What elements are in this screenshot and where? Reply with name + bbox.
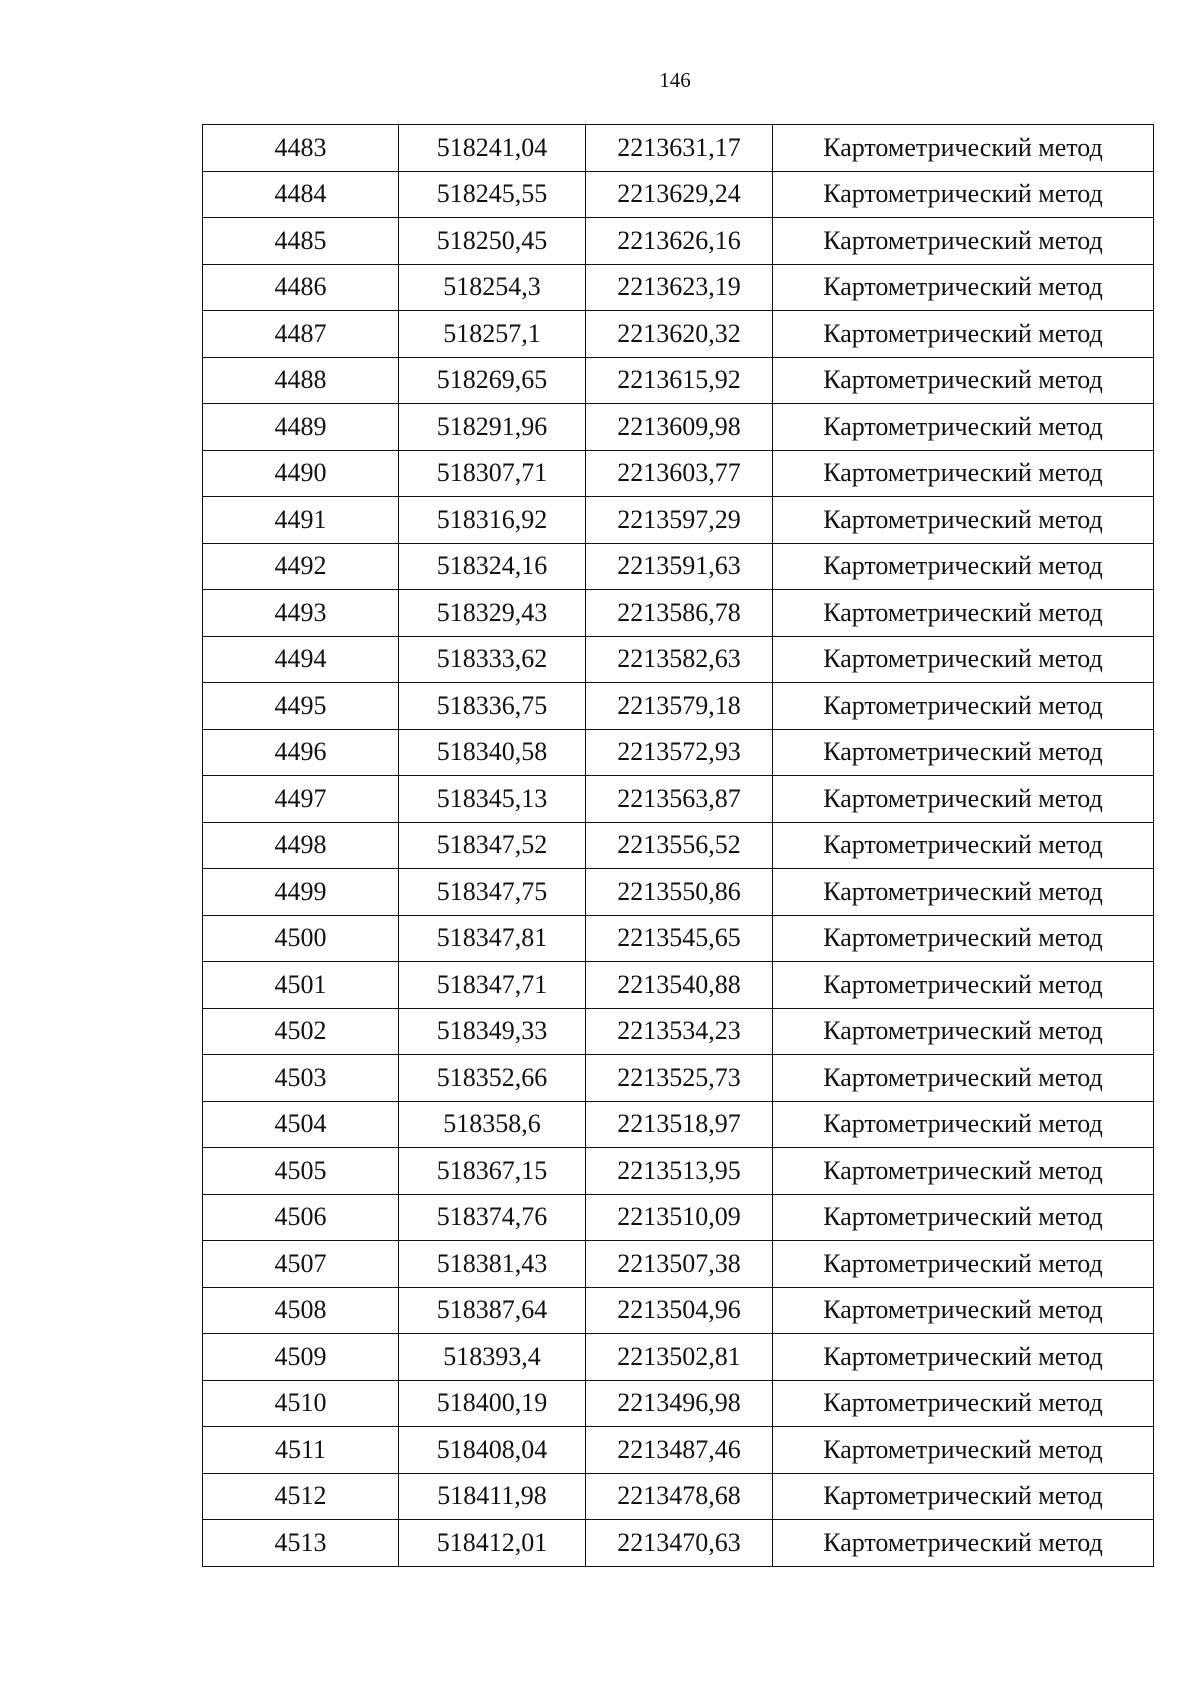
table-row xyxy=(203,218,1154,265)
x-coordinate-cell: 518411,98 xyxy=(399,1473,586,1520)
x-coordinate-cell: 518340,58 xyxy=(399,729,586,776)
point-number-cell: 4485 xyxy=(203,218,399,265)
y-coordinate-cell: 2213591,63 xyxy=(586,543,773,590)
table-row xyxy=(203,1148,1154,1195)
table-row xyxy=(203,357,1154,404)
table-row xyxy=(203,1473,1154,1520)
y-coordinate-cell: 2213502,81 xyxy=(586,1334,773,1381)
point-number-cell: 4486 xyxy=(203,264,399,311)
method-cell: Картометрический метод xyxy=(773,1241,1154,1288)
method-cell: Картометрический метод xyxy=(773,264,1154,311)
method-cell: Картометрический метод xyxy=(773,590,1154,637)
method-cell: Картометрический метод xyxy=(773,915,1154,962)
y-coordinate-cell: 2213586,78 xyxy=(586,590,773,637)
table-row xyxy=(203,125,1154,172)
y-coordinate-cell: 2213518,97 xyxy=(586,1101,773,1148)
y-coordinate-cell: 2213563,87 xyxy=(586,776,773,823)
x-coordinate-cell: 518393,4 xyxy=(399,1334,586,1381)
method-cell: Картометрический метод xyxy=(773,1101,1154,1148)
y-coordinate-cell: 2213631,17 xyxy=(586,125,773,172)
x-coordinate-cell: 518358,6 xyxy=(399,1101,586,1148)
x-coordinate-cell: 518257,1 xyxy=(399,311,586,358)
y-coordinate-cell: 2213540,88 xyxy=(586,962,773,1009)
point-number-cell: 4509 xyxy=(203,1334,399,1381)
y-coordinate-cell: 2213487,46 xyxy=(586,1427,773,1474)
y-coordinate-cell: 2213510,09 xyxy=(586,1194,773,1241)
x-coordinate-cell: 518345,13 xyxy=(399,776,586,823)
method-cell: Картометрический метод xyxy=(773,450,1154,497)
method-cell: Картометрический метод xyxy=(773,822,1154,869)
point-number-cell: 4490 xyxy=(203,450,399,497)
y-coordinate-cell: 2213545,65 xyxy=(586,915,773,962)
point-number-cell: 4513 xyxy=(203,1520,399,1567)
method-cell: Картометрический метод xyxy=(773,497,1154,544)
table-row xyxy=(203,1427,1154,1474)
point-number-cell: 4498 xyxy=(203,822,399,869)
table-row xyxy=(203,1334,1154,1381)
table-row xyxy=(203,776,1154,823)
method-cell: Картометрический метод xyxy=(773,636,1154,683)
x-coordinate-cell: 518324,16 xyxy=(399,543,586,590)
point-number-cell: 4494 xyxy=(203,636,399,683)
y-coordinate-cell: 2213504,96 xyxy=(586,1287,773,1334)
x-coordinate-cell: 518245,55 xyxy=(399,171,586,218)
y-coordinate-cell: 2213507,38 xyxy=(586,1241,773,1288)
x-coordinate-cell: 518412,01 xyxy=(399,1520,586,1567)
x-coordinate-cell: 518347,71 xyxy=(399,962,586,1009)
y-coordinate-cell: 2213629,24 xyxy=(586,171,773,218)
table-row xyxy=(203,171,1154,218)
point-number-cell: 4512 xyxy=(203,1473,399,1520)
method-cell: Картометрический метод xyxy=(773,1427,1154,1474)
point-number-cell: 4489 xyxy=(203,404,399,451)
coordinates-table xyxy=(202,124,1154,1567)
y-coordinate-cell: 2213623,19 xyxy=(586,264,773,311)
table-row xyxy=(203,915,1154,962)
method-cell: Картометрический метод xyxy=(773,776,1154,823)
x-coordinate-cell: 518250,45 xyxy=(399,218,586,265)
method-cell: Картометрический метод xyxy=(773,962,1154,1009)
x-coordinate-cell: 518269,65 xyxy=(399,357,586,404)
table-row xyxy=(203,1241,1154,1288)
x-coordinate-cell: 518291,96 xyxy=(399,404,586,451)
x-coordinate-cell: 518367,15 xyxy=(399,1148,586,1195)
point-number-cell: 4505 xyxy=(203,1148,399,1195)
y-coordinate-cell: 2213556,52 xyxy=(586,822,773,869)
method-cell: Картометрический метод xyxy=(773,1380,1154,1427)
y-coordinate-cell: 2213609,98 xyxy=(586,404,773,451)
y-coordinate-cell: 2213478,68 xyxy=(586,1473,773,1520)
y-coordinate-cell: 2213615,92 xyxy=(586,357,773,404)
y-coordinate-cell: 2213513,95 xyxy=(586,1148,773,1195)
y-coordinate-cell: 2213620,32 xyxy=(586,311,773,358)
method-cell: Картометрический метод xyxy=(773,171,1154,218)
table-row xyxy=(203,729,1154,776)
y-coordinate-cell: 2213603,77 xyxy=(586,450,773,497)
x-coordinate-cell: 518408,04 xyxy=(399,1427,586,1474)
table-row xyxy=(203,1287,1154,1334)
point-number-cell: 4501 xyxy=(203,962,399,1009)
y-coordinate-cell: 2213626,16 xyxy=(586,218,773,265)
y-coordinate-cell: 2213496,98 xyxy=(586,1380,773,1427)
method-cell: Картометрический метод xyxy=(773,125,1154,172)
x-coordinate-cell: 518241,04 xyxy=(399,125,586,172)
method-cell: Картометрический метод xyxy=(773,1008,1154,1055)
method-cell: Картометрический метод xyxy=(773,1334,1154,1381)
table-row xyxy=(203,497,1154,544)
x-coordinate-cell: 518307,71 xyxy=(399,450,586,497)
table-row xyxy=(203,683,1154,730)
x-coordinate-cell: 518387,64 xyxy=(399,1287,586,1334)
method-cell: Картометрический метод xyxy=(773,683,1154,730)
y-coordinate-cell: 2213470,63 xyxy=(586,1520,773,1567)
table-row xyxy=(203,1101,1154,1148)
x-coordinate-cell: 518400,19 xyxy=(399,1380,586,1427)
y-coordinate-cell: 2213572,93 xyxy=(586,729,773,776)
table-row xyxy=(203,450,1154,497)
method-cell: Картометрический метод xyxy=(773,404,1154,451)
method-cell: Картометрический метод xyxy=(773,729,1154,776)
method-cell: Картометрический метод xyxy=(773,1055,1154,1102)
point-number-cell: 4504 xyxy=(203,1101,399,1148)
point-number-cell: 4507 xyxy=(203,1241,399,1288)
x-coordinate-cell: 518381,43 xyxy=(399,1241,586,1288)
method-cell: Картометрический метод xyxy=(773,1473,1154,1520)
table-row xyxy=(203,543,1154,590)
method-cell: Картометрический метод xyxy=(773,1194,1154,1241)
y-coordinate-cell: 2213582,63 xyxy=(586,636,773,683)
y-coordinate-cell: 2213550,86 xyxy=(586,869,773,916)
y-coordinate-cell: 2213525,73 xyxy=(586,1055,773,1102)
point-number-cell: 4500 xyxy=(203,915,399,962)
x-coordinate-cell: 518333,62 xyxy=(399,636,586,683)
method-cell: Картометрический метод xyxy=(773,543,1154,590)
x-coordinate-cell: 518347,81 xyxy=(399,915,586,962)
point-number-cell: 4499 xyxy=(203,869,399,916)
table-row xyxy=(203,636,1154,683)
x-coordinate-cell: 518347,52 xyxy=(399,822,586,869)
point-number-cell: 4492 xyxy=(203,543,399,590)
point-number-cell: 4495 xyxy=(203,683,399,730)
point-number-cell: 4487 xyxy=(203,311,399,358)
method-cell: Картометрический метод xyxy=(773,1520,1154,1567)
table-row xyxy=(203,404,1154,451)
method-cell: Картометрический метод xyxy=(773,357,1154,404)
table-row xyxy=(203,590,1154,637)
point-number-cell: 4508 xyxy=(203,1287,399,1334)
point-number-cell: 4511 xyxy=(203,1427,399,1474)
point-number-cell: 4506 xyxy=(203,1194,399,1241)
point-number-cell: 4510 xyxy=(203,1380,399,1427)
point-number-cell: 4493 xyxy=(203,590,399,637)
method-cell: Картометрический метод xyxy=(773,1148,1154,1195)
y-coordinate-cell: 2213597,29 xyxy=(586,497,773,544)
table-row xyxy=(203,962,1154,1009)
point-number-cell: 4502 xyxy=(203,1008,399,1055)
y-coordinate-cell: 2213534,23 xyxy=(586,1008,773,1055)
table-row xyxy=(203,1008,1154,1055)
table-row xyxy=(203,822,1154,869)
table-row xyxy=(203,1520,1154,1567)
method-cell: Картометрический метод xyxy=(773,218,1154,265)
page-number: 146 xyxy=(659,68,691,92)
table-row xyxy=(203,1194,1154,1241)
point-number-cell: 4483 xyxy=(203,125,399,172)
x-coordinate-cell: 518349,33 xyxy=(399,1008,586,1055)
x-coordinate-cell: 518352,66 xyxy=(399,1055,586,1102)
x-coordinate-cell: 518347,75 xyxy=(399,869,586,916)
x-coordinate-cell: 518374,76 xyxy=(399,1194,586,1241)
table-row xyxy=(203,1055,1154,1102)
method-cell: Картометрический метод xyxy=(773,1287,1154,1334)
method-cell: Картометрический метод xyxy=(773,311,1154,358)
x-coordinate-cell: 518254,3 xyxy=(399,264,586,311)
point-number-cell: 4496 xyxy=(203,729,399,776)
x-coordinate-cell: 518329,43 xyxy=(399,590,586,637)
y-coordinate-cell: 2213579,18 xyxy=(586,683,773,730)
x-coordinate-cell: 518316,92 xyxy=(399,497,586,544)
point-number-cell: 4484 xyxy=(203,171,399,218)
method-cell: Картометрический метод xyxy=(773,869,1154,916)
point-number-cell: 4497 xyxy=(203,776,399,823)
coordinates-table-body xyxy=(203,125,1154,1567)
point-number-cell: 4488 xyxy=(203,357,399,404)
point-number-cell: 4491 xyxy=(203,497,399,544)
table-row xyxy=(203,1380,1154,1427)
table-row xyxy=(203,869,1154,916)
table-row xyxy=(203,311,1154,358)
x-coordinate-cell: 518336,75 xyxy=(399,683,586,730)
point-number-cell: 4503 xyxy=(203,1055,399,1102)
table-row xyxy=(203,264,1154,311)
